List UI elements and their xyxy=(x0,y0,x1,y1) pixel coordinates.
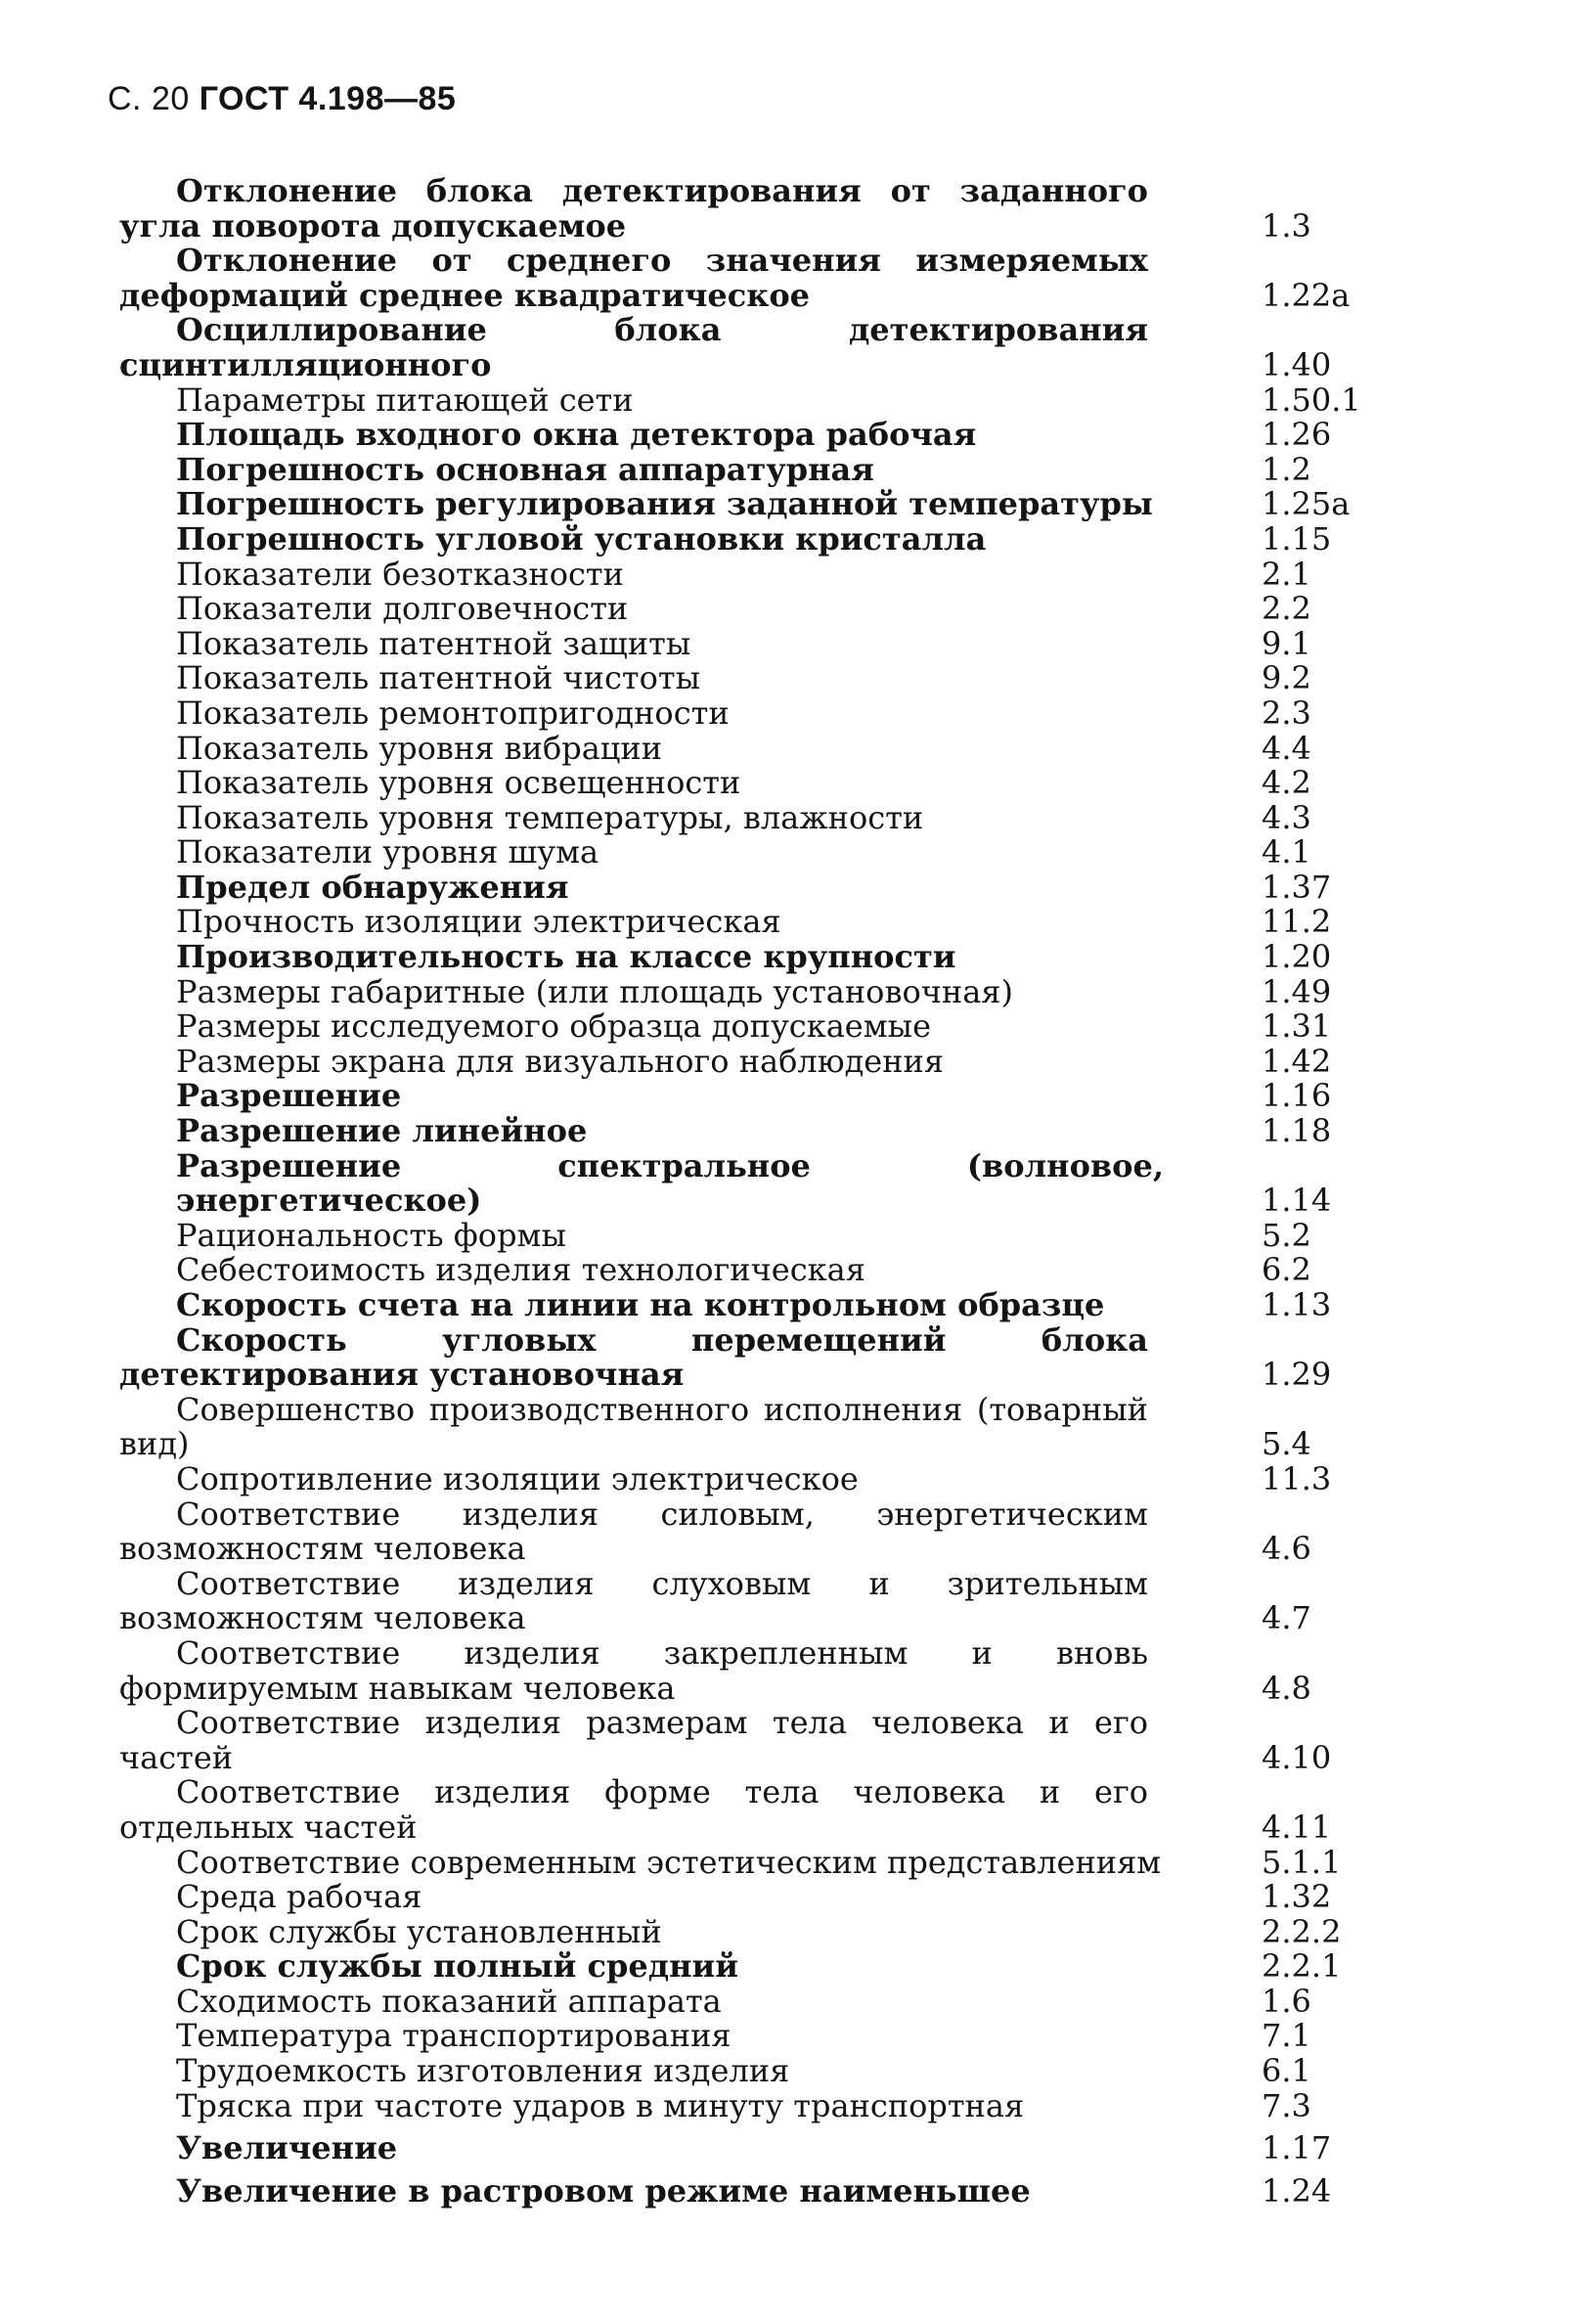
index-entry xyxy=(0,1390,1596,1463)
entry-reference: 1.26 xyxy=(1262,416,1332,454)
entry-term: Погрешность основная аппаратурная xyxy=(176,450,874,488)
entry-term: Показатели уровня шума xyxy=(176,833,599,871)
index-entry xyxy=(0,2054,1596,2089)
index-entry xyxy=(0,418,1596,453)
index-entry xyxy=(0,1253,1596,1288)
index-entry xyxy=(0,1706,1596,1775)
index-entry xyxy=(0,1880,1596,1915)
entry-term: Предел обнаружения xyxy=(176,868,569,906)
entry-term: Среда рабочая xyxy=(176,1878,422,1916)
entry-term: Соответствие изделия размерам тела человека и его частей xyxy=(119,1704,1148,1776)
index-entry xyxy=(0,624,1596,662)
entry-reference: 5.4 xyxy=(1262,1425,1311,1463)
index-entry xyxy=(0,940,1596,975)
entry-reference: 1.42 xyxy=(1262,1042,1332,1080)
index-entry xyxy=(0,1633,1596,1707)
entry-term: Срок службы установленный xyxy=(176,1912,662,1950)
entry-term: Показатель патентной чистоты xyxy=(176,659,701,697)
index-list xyxy=(0,174,1596,2209)
entry-reference: 1.18 xyxy=(1262,1112,1332,1150)
index-entry xyxy=(0,1912,1596,1950)
page-header xyxy=(108,80,456,118)
entry-term: Размеры исследуемого образца допускаемые xyxy=(176,1007,932,1046)
entry-term: Температура транспортирования xyxy=(176,2017,732,2055)
entry-reference: 1.40 xyxy=(1262,345,1332,383)
index-entry xyxy=(0,1009,1596,1045)
entry-reference: 2.2.2 xyxy=(1262,1912,1342,1950)
index-entry xyxy=(0,693,1596,732)
entry-term: Срок службы полный средний xyxy=(176,1947,738,1986)
page-number: С. 20 xyxy=(108,80,190,117)
index-entry xyxy=(0,1320,1596,1394)
entry-term: Показатель уровня температуры, влажности xyxy=(176,798,924,836)
entry-term: Сходимость показаний аппарата xyxy=(176,1982,722,2020)
index-entry xyxy=(0,1982,1596,2020)
entry-term: Рациональность формы xyxy=(176,1216,566,1254)
entry-reference: 1.14 xyxy=(1262,1182,1332,1220)
entry-term: Совершенство производственного исполнения (товарный вид) xyxy=(119,1390,1148,1463)
index-entry xyxy=(0,1216,1596,1254)
index-entry xyxy=(0,380,1596,419)
index-entry xyxy=(0,1564,1596,1637)
entry-term: Показатель уровня вибрации xyxy=(176,729,663,767)
entry-reference: 4.2 xyxy=(1262,764,1311,802)
entry-term: Увеличение xyxy=(176,2129,398,2167)
entry-reference: 5.1.1 xyxy=(1262,1843,1342,1881)
entry-term: Соответствие современным эстетическим представлениям xyxy=(176,1843,1162,1881)
entry-term: Показатели безотказности xyxy=(176,555,624,593)
entry-reference: 4.4 xyxy=(1262,729,1311,767)
entry-term: Соответствие изделия слуховым и зрительным возможностям человека xyxy=(119,1564,1148,1637)
index-entry xyxy=(0,1949,1596,1985)
entry-term: Сопротивление изоляции электрическое xyxy=(176,1459,859,1497)
index-entry xyxy=(0,766,1596,801)
entry-reference: 6.2 xyxy=(1262,1251,1311,1289)
entry-reference: 7.1 xyxy=(1262,2017,1311,2055)
entry-term: Отклонение от среднего значения измеряемых деформаций среднее квадратическое xyxy=(119,242,1148,314)
entry-term: Параметры питающей сети xyxy=(176,380,634,419)
index-entry xyxy=(0,1079,1596,1114)
entry-term: Осциллирование блока детектирования сцинтилляционного xyxy=(119,311,1148,383)
entry-term: Размеры габаритные (или площадь установочная) xyxy=(176,972,1013,1010)
index-entry xyxy=(0,174,1596,244)
entry-reference: 5.2 xyxy=(1262,1216,1311,1254)
entry-reference: 1.17 xyxy=(1262,2129,1332,2167)
index-entry xyxy=(0,1146,1596,1220)
entry-reference: 1.50.1 xyxy=(1262,380,1361,419)
index-entry xyxy=(0,1459,1596,1497)
entry-reference: 1.6 xyxy=(1262,1982,1311,2020)
entry-term: Разрешение спектральное (волновое, энергетическое) xyxy=(176,1146,1164,1220)
entry-term: Разрешение линейное xyxy=(176,1112,588,1150)
entry-term: Себестоимость изделия технологическая xyxy=(176,1251,865,1289)
entry-reference: 4.6 xyxy=(1262,1530,1311,1568)
entry-term: Тряска при частоте ударов в минуту транспортная xyxy=(176,2086,1025,2124)
index-entry xyxy=(0,2131,1596,2166)
entry-term: Соответствие изделия закрепленным и вновь формируемым навыкам человека xyxy=(119,1633,1148,1707)
index-entry xyxy=(0,313,1596,382)
entry-reference: 1.37 xyxy=(1262,868,1332,906)
entry-term: Погрешность угловой установки кристалла xyxy=(176,519,987,558)
entry-term: Размеры экрана для визуального наблюдения xyxy=(176,1042,945,1080)
entry-term: Площадь входного окна детектора рабочая xyxy=(176,416,977,454)
entry-term: Показатель ремонтопригодности xyxy=(176,693,730,732)
index-entry xyxy=(0,1843,1596,1881)
index-entry xyxy=(0,661,1596,696)
index-entry xyxy=(0,1042,1596,1080)
entry-reference: 2.3 xyxy=(1262,693,1311,732)
entry-reference: 4.1 xyxy=(1262,833,1311,871)
entry-term: Соответствие изделия форме тела человека и его отдельных частей xyxy=(119,1773,1148,1846)
entry-reference: 6.1 xyxy=(1262,2052,1311,2090)
index-entry xyxy=(0,244,1596,313)
index-entry xyxy=(0,798,1596,836)
index-entry xyxy=(0,555,1596,593)
entry-term: Соответствие изделия силовым, энергетическим возможностям человека xyxy=(119,1495,1148,1568)
entry-reference: 11.2 xyxy=(1262,903,1332,941)
entry-term: Разрешение xyxy=(176,1077,402,1115)
index-entry xyxy=(0,905,1596,940)
entry-term: Отклонение блока детектирования от заданного угла поворота допускаемое xyxy=(119,172,1148,245)
standard-designation: ГОСТ 4.198—85 xyxy=(199,80,457,117)
index-entry xyxy=(0,1288,1596,1323)
index-entry xyxy=(0,835,1596,871)
index-entry xyxy=(0,487,1596,522)
entry-term: Скорость счета на линии на контрольном образце xyxy=(176,1286,1105,1323)
entry-term: Трудоемкость изготовления изделия xyxy=(176,2052,790,2090)
entry-term: Увеличение в растровом режиме наименьшее xyxy=(176,2171,1031,2210)
entry-reference: 4.3 xyxy=(1262,798,1311,836)
entry-reference: 1.31 xyxy=(1262,1007,1332,1046)
entry-reference: 1.16 xyxy=(1262,1077,1332,1115)
index-entry xyxy=(0,729,1596,767)
entry-reference: 1.49 xyxy=(1262,972,1332,1010)
entry-term: Показатель патентной защиты xyxy=(176,624,691,662)
entry-reference: 1.20 xyxy=(1262,938,1332,976)
index-entry xyxy=(0,868,1596,906)
entry-reference: 2.1 xyxy=(1262,555,1311,593)
index-entry xyxy=(0,519,1596,558)
entry-reference: 1.32 xyxy=(1262,1878,1332,1916)
entry-reference: 2.2.1 xyxy=(1262,1947,1342,1986)
index-entry xyxy=(0,450,1596,488)
entry-term: Производительность на классе крупности xyxy=(176,938,956,976)
index-entry xyxy=(0,1497,1596,1567)
index-entry xyxy=(0,2086,1596,2124)
entry-reference: 1.13 xyxy=(1262,1286,1332,1323)
entry-term: Погрешность регулирования заданной температуры xyxy=(176,485,1153,523)
entry-reference: 11.3 xyxy=(1262,1459,1332,1497)
entry-reference: 1.22а xyxy=(1262,276,1351,314)
index-entry xyxy=(0,1114,1596,1149)
entry-reference: 9.2 xyxy=(1262,659,1311,697)
index-entry xyxy=(0,2019,1596,2054)
index-entry xyxy=(0,2171,1596,2210)
index-entry xyxy=(0,972,1596,1010)
entry-reference: 4.7 xyxy=(1262,1599,1311,1637)
entry-reference: 2.2 xyxy=(1262,590,1311,628)
entry-reference: 1.15 xyxy=(1262,519,1332,558)
entry-reference: 7.3 xyxy=(1262,2086,1311,2124)
entry-reference: 1.25а xyxy=(1262,485,1351,523)
entry-term: Показатель уровня освещенности xyxy=(176,764,741,802)
index-entry xyxy=(0,1775,1596,1845)
entry-term: Прочность изоляции электрическая xyxy=(176,903,781,941)
entry-reference: 1.2 xyxy=(1262,450,1311,488)
entry-reference: 1.29 xyxy=(1262,1356,1332,1394)
entry-reference: 4.11 xyxy=(1262,1808,1332,1846)
entry-term: Показатели долговечности xyxy=(176,590,629,628)
entry-reference: 4.8 xyxy=(1262,1669,1311,1707)
entry-reference: 9.1 xyxy=(1262,624,1311,662)
entry-reference: 1.3 xyxy=(1262,206,1311,245)
entry-term: Скорость угловых перемещений блока детектирования установочная xyxy=(119,1320,1148,1394)
index-entry xyxy=(0,592,1596,627)
entry-reference: 4.10 xyxy=(1262,1738,1332,1776)
entry-reference: 1.24 xyxy=(1262,2171,1332,2210)
